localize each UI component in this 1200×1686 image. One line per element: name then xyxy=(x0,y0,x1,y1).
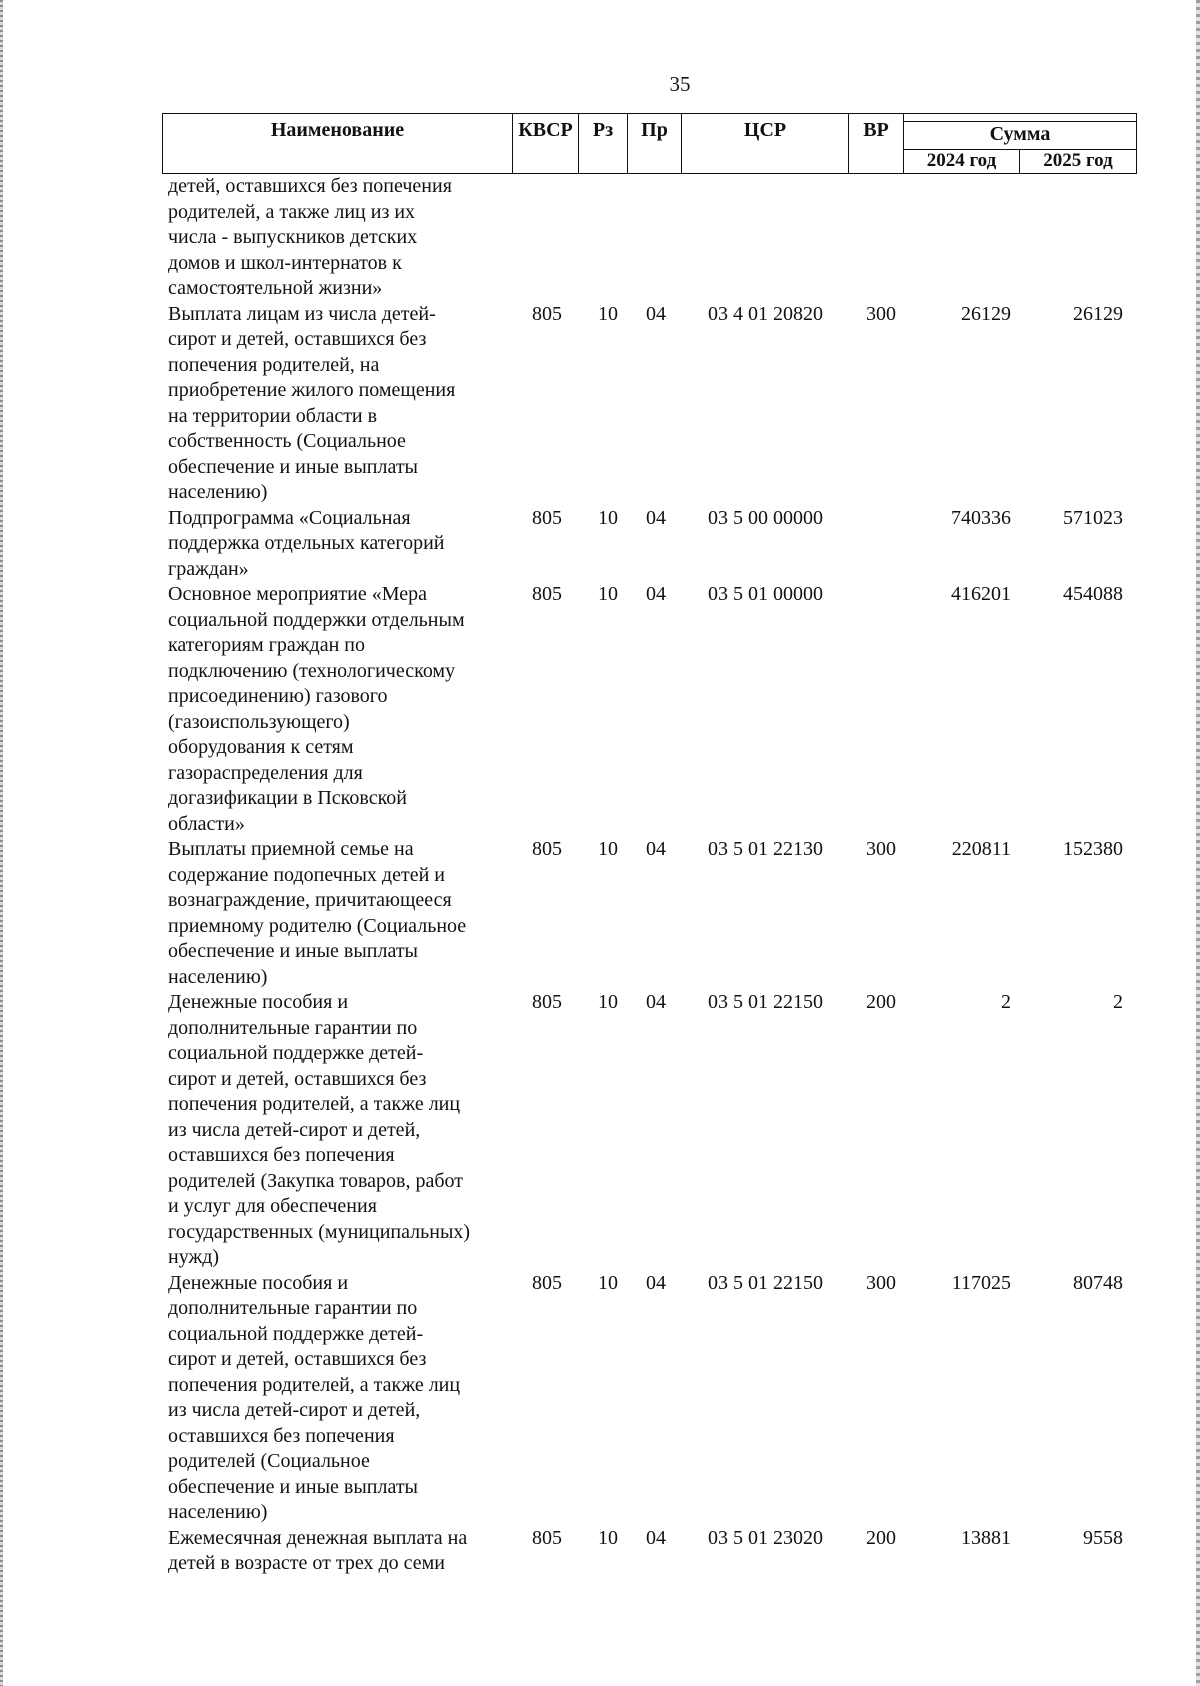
row-rz: 10 xyxy=(598,1526,618,1549)
row-vr: 300 xyxy=(866,302,896,325)
header-vr-label: ВР xyxy=(863,119,889,141)
header-name-label: Наименование xyxy=(270,119,405,141)
row-pr: 04 xyxy=(646,991,666,1013)
row-rz: 10 xyxy=(598,838,618,860)
page-number: 35 xyxy=(669,72,691,96)
row-rz: 10 xyxy=(598,506,618,529)
row-name: Подпрограмма «Социальная поддержка отдельных категорий граждан» xyxy=(168,506,445,580)
row-name: Выплаты приемной семье на содержание подопечных детей и вознаграждение, причитающееся приемному родителю (Социальное обеспечение и иные выплаты населению) xyxy=(168,838,467,988)
row-vr: 200 xyxy=(866,991,896,1013)
header-pr-label: Пр xyxy=(641,119,668,141)
row-name: Основное мероприятие «Мера социальной поддержки отдельным категориям граждан по подключению (технологическому присоединению) газового (газоиспользующего) оборудования к сетям газораспределения для догазификации в Псковской области» xyxy=(168,583,465,835)
table-row xyxy=(0,174,1200,302)
row-sum-2025: 2 xyxy=(1113,991,1123,1013)
row-pr: 04 xyxy=(646,1271,666,1294)
header-y2024-label: 2024 год xyxy=(926,150,997,171)
table-header xyxy=(162,113,1137,174)
row-pr: 04 xyxy=(646,506,666,529)
row-name: Выплата лицам из числа детей- сирот и детей, оставшихся без попечения родителей, на приобретение жилого помещения на территории области в собственность (Социальное обеспечение и иные выплаты населению) xyxy=(168,302,456,503)
table-row xyxy=(0,1271,1200,1526)
row-sum-2024: 416201 xyxy=(951,583,1011,605)
row-rz: 10 xyxy=(598,302,618,325)
row-sum-2024: 740336 xyxy=(951,506,1011,529)
row-kvsr: 805 xyxy=(532,1526,562,1549)
row-csr: 03 5 01 00000 xyxy=(708,583,823,605)
row-csr: 03 5 01 23020 xyxy=(708,1526,823,1549)
row-csr: 03 5 01 22150 xyxy=(708,991,823,1013)
row-sum-2024: 220811 xyxy=(951,838,1011,860)
row-pr: 04 xyxy=(646,838,666,860)
row-rz: 10 xyxy=(598,991,618,1013)
row-sum-2024: 26129 xyxy=(961,302,1011,325)
row-rz: 10 xyxy=(598,583,618,605)
row-pr: 04 xyxy=(646,302,666,325)
row-kvsr: 805 xyxy=(532,583,562,605)
row-pr: 04 xyxy=(646,1526,666,1549)
row-name: Денежные пособия и дополнительные гарантии по социальной поддержке детей- сирот и детей, оставшихся без попечения родителей, а также лиц из числа детей-сирот и детей, оставшихся без попечения родителей (Социальное обеспечение и иные выплаты населению) xyxy=(168,1271,461,1523)
row-sum-2025: 454088 xyxy=(1063,583,1123,605)
row-kvsr: 805 xyxy=(532,1271,562,1294)
row-sum-2025: 152380 xyxy=(1063,838,1123,860)
row-kvsr: 805 xyxy=(532,991,562,1013)
row-csr: 03 4 01 20820 xyxy=(708,302,823,325)
row-name: Ежемесячная денежная выплата на детей в возрасте от трех до семи xyxy=(168,1526,468,1574)
header-csr-label: ЦСР xyxy=(743,119,787,141)
row-kvsr: 805 xyxy=(532,506,562,529)
table-row xyxy=(0,837,1200,990)
row-kvsr: 805 xyxy=(532,302,562,325)
row-sum-2025: 80748 xyxy=(1073,1271,1123,1294)
row-name: детей, оставшихся без попечения родителей, а также лиц из их числа - выпускников детских домов и школ-интернатов к самостоятельной жизни» xyxy=(168,175,452,299)
table-row xyxy=(0,582,1200,837)
row-rz: 10 xyxy=(598,1271,618,1294)
row-sum-2025: 26129 xyxy=(1073,302,1123,325)
row-vr: 300 xyxy=(866,1271,896,1294)
row-sum-2024: 117025 xyxy=(951,1271,1011,1294)
header-kvsr-label: КВСР xyxy=(518,119,573,141)
row-csr: 03 5 00 00000 xyxy=(708,506,823,529)
row-sum-2024: 13881 xyxy=(961,1526,1011,1549)
row-kvsr: 805 xyxy=(532,838,562,860)
row-vr: 200 xyxy=(866,1526,896,1549)
row-vr: 300 xyxy=(866,838,896,860)
row-sum-2025: 571023 xyxy=(1063,506,1123,529)
row-csr: 03 5 01 22150 xyxy=(708,1271,823,1294)
row-csr: 03 5 01 22130 xyxy=(708,838,823,860)
table-row xyxy=(0,990,1200,1271)
row-sum-2024: 2 xyxy=(1001,991,1011,1013)
header-rz-label: Рз xyxy=(592,119,614,141)
row-pr: 04 xyxy=(646,583,666,605)
table-body xyxy=(0,174,1200,1577)
header-y2025-label: 2025 год xyxy=(1043,150,1113,171)
table-row xyxy=(0,302,1200,506)
header-sum-label: Сумма xyxy=(989,123,1051,145)
table-row xyxy=(0,1526,1200,1577)
table-row xyxy=(0,506,1200,583)
row-sum-2025: 9558 xyxy=(1083,1526,1123,1549)
row-name: Денежные пособия и дополнительные гарантии по социальной поддержке детей- сирот и детей, оставшихся без попечения родителей, а также лиц из числа детей-сирот и детей, оставшихся без попечения родителей (Закупка товаров, работ и услуг для обеспечения государственных (муниципальных) нужд) xyxy=(168,991,471,1268)
